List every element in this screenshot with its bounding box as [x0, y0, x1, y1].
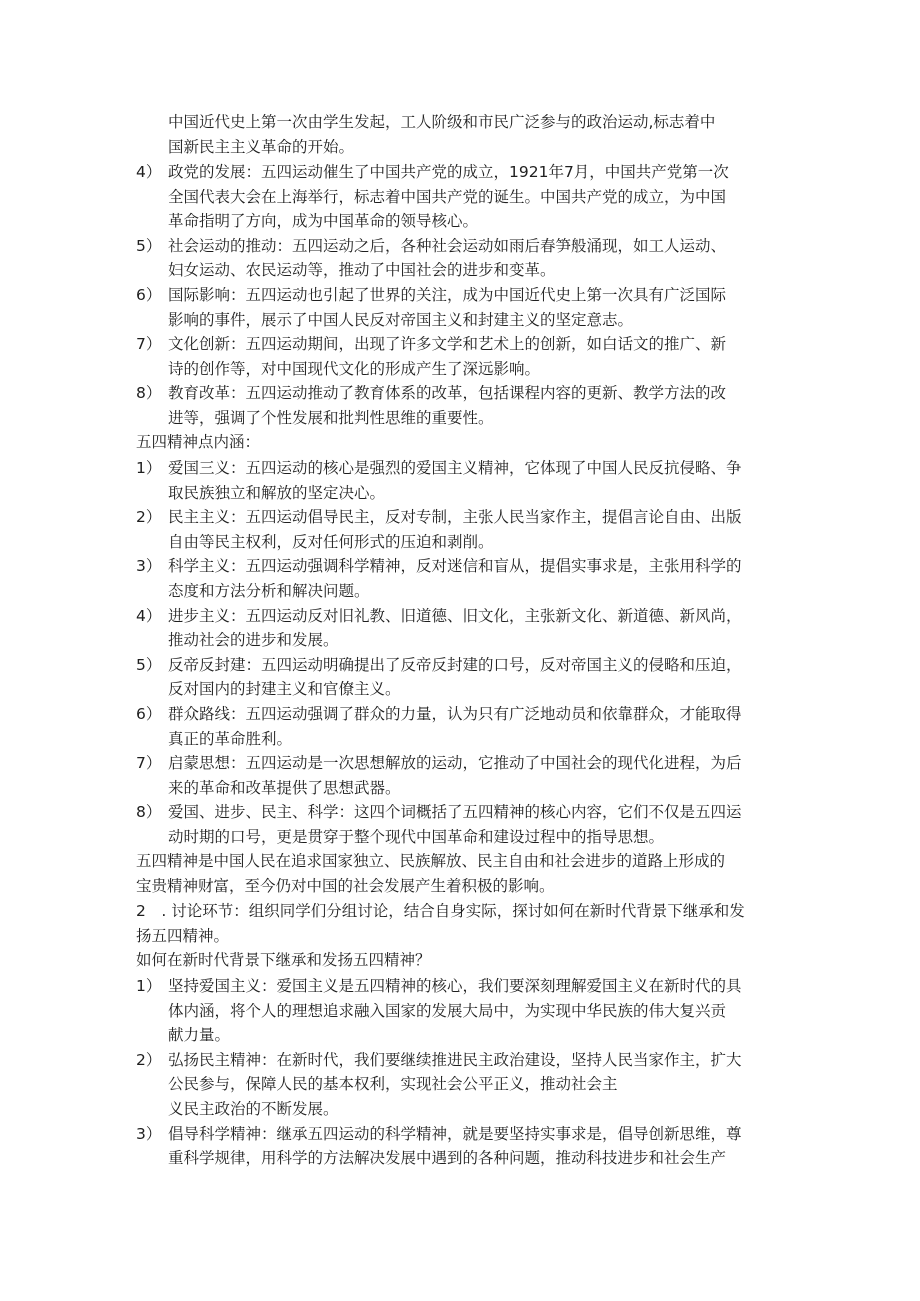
question-heading: 如何在新时代背景下继承和发扬五四精神？	[136, 951, 431, 969]
item-number: 8）	[136, 384, 162, 403]
item-number: 3）	[136, 557, 162, 576]
item-number: 1）	[136, 977, 162, 995]
list-item	[136, 160, 796, 234]
summary-paragraph: 五四精神是中国人民在追求国家独立、民族解放、民主自由和社会进步的道路上形成的 宝贵精神财富，至今仍对中国的社会发展产生着积极的影响。	[136, 852, 726, 895]
item-number: 7）	[136, 335, 162, 354]
list-item	[136, 332, 796, 381]
item-number: 8）	[136, 803, 162, 822]
discussion-paragraph: 2 . 讨论环节：组织同学们分组讨论，结合自身实际，探讨如何在新时代背景下继承和发 扬五四精神。	[136, 902, 745, 945]
list-item	[136, 604, 796, 653]
item-text: 弘扬民主精神：在新时代，我们要继续推进民主政治建设，坚持人民当家作主，扩大 公民参与，保障人民的基本权利，实现社会公平正义，推动社会主 义民主政治的不断发展。	[168, 1050, 742, 1118]
item-text: 进步主义：五四运动反对旧礼教、旧道德、旧文化，主张新文化、新道德、新风尚， 推动社会的进步和发展。	[168, 606, 742, 650]
impact-list	[136, 160, 796, 431]
item-text: 教育改革：五四运动推动了教育体系的改革，包括课程内容的更新、教学方法的改 进等，强调了个性发展和批判性思维的重要性。	[168, 384, 727, 427]
answer-list	[136, 974, 796, 1171]
item-number: 5）	[136, 236, 162, 255]
spirit-heading-block	[136, 430, 796, 455]
item-text: 反帝反封建：五四运动明确提出了反帝反封建的口号，反对帝国主义的侵略和压迫， 反对国内的封建主义和官僚主义。	[168, 655, 742, 699]
list-item	[136, 234, 796, 283]
item-text: 倡导科学精神：继承五四运动的科学精神，就是要坚持实事求是，倡导创新思维，尊 重科学规律，用科学的方法解决发展中遇到的各种问题，推动科技进步和社会生产	[168, 1124, 742, 1168]
item-text: 科学主义：五四运动强调科学精神，反对迷信和盲从，提倡实事求是，主张用科学的 态度和方法分析和解决问题。	[168, 557, 742, 600]
list-item	[136, 974, 796, 1048]
item-number: 2）	[136, 1050, 162, 1069]
section-heading: 五四精神点内涵：	[136, 433, 261, 451]
question-block	[136, 948, 796, 973]
item-text: 爱国、进步、民主、科学：这四个词概括了五四精神的核心内容，它们不仅是五四运 动时期的口号，更是贯穿于整个现代中国革命和建设过程中的指导思想。	[168, 803, 742, 846]
summary-block	[136, 849, 796, 898]
item-text: 群众路线：五四运动强调了群众的力量，认为只有广泛地动员和依靠群众，才能取得 真正的革命胜利。	[168, 704, 742, 748]
item-number: 7）	[136, 754, 162, 773]
item-text: 爱国三义：五四运动的核心是强烈的爱国主义精神，它体现了中国人民反抗侵略、争 取民族独立和解放的坚定决心。	[168, 459, 742, 502]
list-item	[136, 653, 796, 702]
list-item	[136, 456, 796, 505]
item-text: 社会运动的推动：五四运动之后，各种社会运动如雨后春笋般涌现，如工人运动、 妇女运动、农民运动等，推动了中国社会的进步和变革。	[168, 236, 727, 280]
list-item	[136, 751, 796, 800]
list-item	[136, 702, 796, 751]
item-number: 3）	[136, 1124, 162, 1143]
list-item	[136, 1122, 796, 1171]
spirit-list	[136, 456, 796, 850]
item-text: 国际影响：五四运动也引起了世界的关注，成为中国近代史上第一次具有广泛国际 影响的事件，展示了中国人民反对帝国主义和封建主义的坚定意志。	[168, 285, 727, 329]
list-item	[136, 505, 796, 554]
list-item	[136, 1048, 796, 1122]
discussion-block	[136, 899, 796, 948]
item-text: 启蒙思想：五四运动是一次思想解放的运动，它推动了中国社会的现代化进程，为后 来的革命和改革提供了思想武器。	[168, 754, 742, 797]
item-number: 4）	[136, 163, 162, 181]
list-item	[136, 554, 796, 603]
item-number: 6）	[136, 704, 162, 723]
list-item	[136, 800, 796, 849]
item-number: 2）	[136, 508, 162, 527]
item-text: 政党的发展：五四运动催生了中国共产党的成立，1921年7月，中国共产党第一次 全国代表大会在上海举行，标志着中国共产党的诞生。中国共产党的成立，为中国 革命指明了方向，成为中国革命的领导核心。	[168, 163, 729, 231]
item-text: 坚持爱国主义：爱国主义是五四精神的核心，我们要深刻理解爱国主义在新时代的具 体内涵，将个人的理想追求融入国家的发展大局中，为实现中华民族的伟大复兴贡 献力量。	[168, 977, 742, 1045]
item-number: 6）	[136, 285, 162, 304]
list-item	[136, 381, 796, 430]
item-text: 文化创新：五四运动期间，出现了许多文学和艺术上的创新，如白话文的推广、新 诗的创作等，对中国现代文化的形成产生了深远影响。	[168, 335, 727, 378]
item-number: 5）	[136, 655, 162, 674]
item-number: 1）	[136, 459, 162, 477]
list-item	[136, 283, 796, 332]
paragraph: 中国近代史上第一次由学生发起，工人阶级和市民广泛参与的政治运动,标志着中 国新民主主义革命的开始。	[168, 113, 716, 156]
item-text: 民主主义：五四运动倡导民主，反对专制，主张人民当家作主，提倡言论自由、出版 自由等民主权利，反对任何形式的压迫和剥削。	[168, 508, 742, 551]
intro-continuation	[136, 110, 796, 159]
item-number: 4）	[136, 606, 162, 625]
